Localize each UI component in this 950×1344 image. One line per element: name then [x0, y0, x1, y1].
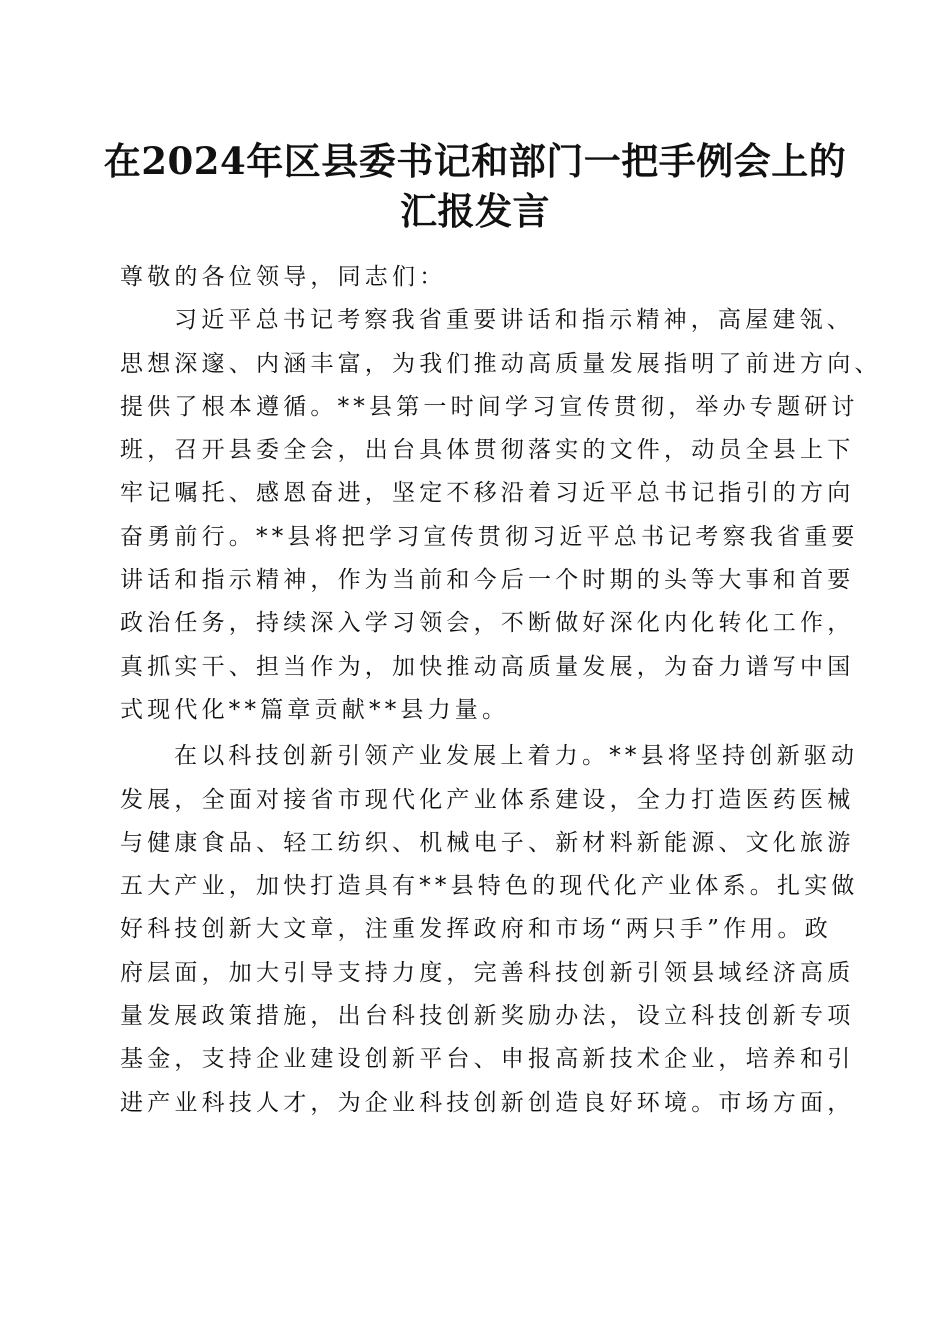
paragraph-line: 政治任务，持续深入学习领会，不断做好深化内化转化工作， [120, 610, 855, 637]
paragraph-line: 式现代化**篇章贡献**县力量。 [120, 696, 510, 723]
paragraph-line: 思想深邃、内涵丰富，为我们推动高质量发展指明了前进方向、 [120, 350, 882, 377]
paragraph-line: 进产业科技人才，为企业科技创新创造良好环境。市场方面， [120, 1089, 855, 1116]
salutation: 尊敬的各位领导，同志们： [120, 264, 447, 290]
paragraph-line: 与健康食品、轻工纺织、机械电子、新材料新能源、文化旅游 [120, 829, 855, 856]
document-title [100, 136, 850, 236]
document-body [120, 256, 882, 1125]
paragraph-2 [120, 735, 859, 1125]
title-line-2: 汇报发言 [400, 189, 550, 233]
paragraph-1 [120, 299, 882, 732]
paragraph-line: 发展，全面对接省市现代化产业体系建设，全力打造医药医械 [120, 786, 855, 813]
paragraph-line: 好科技创新大文章，注重发挥政府和市场“两只手”作用。政 [120, 916, 832, 943]
paragraph-line: 习近平总书记考察我省重要讲话和指示精神，高屋建瓴、 [174, 307, 854, 334]
paragraph-line: 牢记嘱托、感恩奋进，坚定不移沿着习近平总书记指引的方向 [120, 480, 855, 507]
paragraph-line: 班，召开县委全会，出台具体贯彻落实的文件，动员全县上下 [120, 437, 855, 464]
paragraph-line: 基金，支持企业建设创新平台、申报高新技术企业，培养和引 [120, 1046, 855, 1073]
paragraph-line: 在以科技创新引领产业发展上着力。**县将坚持创新驱动 [174, 743, 859, 770]
paragraph-line: 真抓实干、担当作为，加快推动高质量发展，为奋力谱写中国 [120, 653, 855, 680]
paragraph-line: 五大产业，加快打造具有**县特色的现代化产业体系。扎实做 [120, 873, 859, 900]
paragraph-line: 府层面，加大引导支持力度，完善科技创新引领县域经济高质 [120, 959, 855, 986]
paragraph-line: 讲话和指示精神，作为当前和今后一个时期的头等大事和首要 [120, 567, 855, 594]
paragraph-line: 提供了根本遵循。**县第一时间学习宣传贯彻，举办专题研讨 [120, 393, 859, 420]
paragraph-line: 量发展政策措施，出台科技创新奖励办法，设立科技创新专项 [120, 1003, 855, 1030]
title-line-1: 在2024年区县委书记和部门一把手例会上的 [103, 139, 847, 183]
paragraph-line: 奋勇前行。**县将把学习宣传贯彻习近平总书记考察我省重要 [120, 523, 859, 550]
